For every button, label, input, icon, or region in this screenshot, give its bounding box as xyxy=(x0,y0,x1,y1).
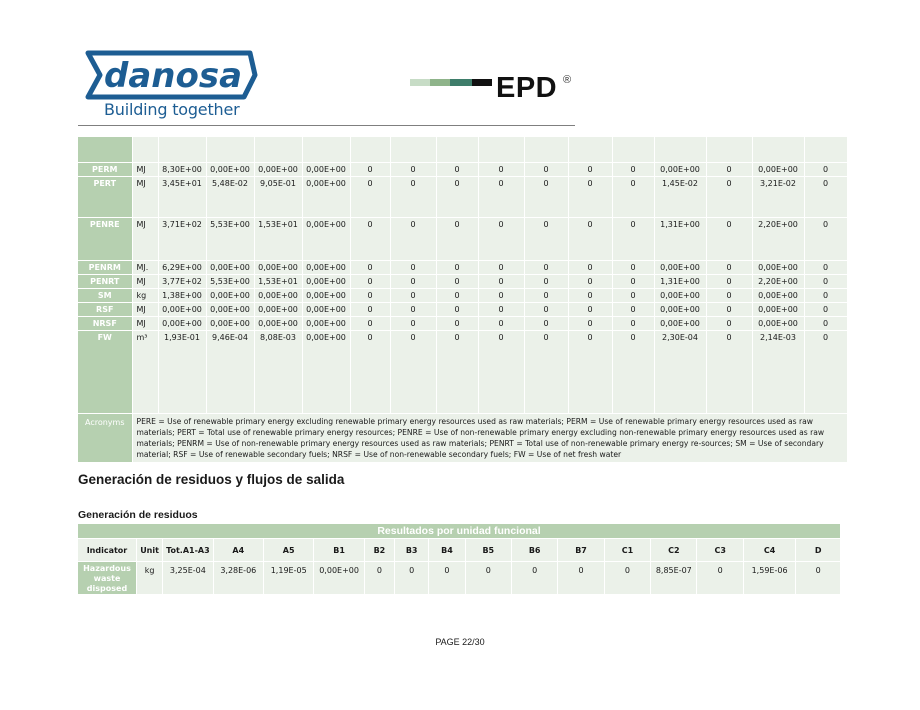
value-cell: 0,00E+00 xyxy=(752,260,804,274)
value-cell: 0 xyxy=(390,274,436,288)
value-cell: 0 xyxy=(478,162,524,176)
indicator-cell: RSF xyxy=(78,302,132,316)
column-header: C2 xyxy=(651,539,697,562)
value-cell: 0 xyxy=(524,316,568,330)
value-cell: 0,00E+00 xyxy=(254,302,302,316)
value-cell: 5,48E-02 xyxy=(206,176,254,217)
value-cell: 8,08E-03 xyxy=(254,330,302,413)
indicator-cell: Hazardous waste disposed xyxy=(78,562,136,595)
table-row xyxy=(78,274,847,288)
value-cell: 0,00E+00 xyxy=(302,302,350,316)
value-cell: 1,53E+01 xyxy=(254,217,302,260)
value-cell: 0,00E+00 xyxy=(302,217,350,260)
epd-color-bars xyxy=(410,79,492,86)
section-heading: Generación de residuos y flujos de salida xyxy=(78,472,345,487)
value-cell: 0 xyxy=(390,162,436,176)
value-cell: 0 xyxy=(436,288,478,302)
value-cell: 0,00E+00 xyxy=(752,162,804,176)
value-cell: 0 xyxy=(706,260,752,274)
value-cell: 0 xyxy=(524,330,568,413)
value-cell: 0 xyxy=(524,162,568,176)
value-cell: 0 xyxy=(568,288,612,302)
value-cell: 1,59E-06 xyxy=(743,562,795,595)
danosa-logo xyxy=(84,50,259,125)
unit-cell: MJ. xyxy=(132,260,158,274)
column-header: A4 xyxy=(213,539,263,562)
value-cell: 6,29E+00 xyxy=(158,260,206,274)
value-cell: 0,00E+00 xyxy=(206,260,254,274)
epd-mark: EPD xyxy=(496,72,558,104)
value-cell: 0,00E+00 xyxy=(654,260,706,274)
table-row xyxy=(78,176,847,217)
value-cell: 0 xyxy=(350,316,390,330)
value-cell: 0 xyxy=(804,260,847,274)
value-cell: 0 xyxy=(612,217,654,260)
table-row xyxy=(78,162,847,176)
value-cell: 3,71E+02 xyxy=(158,217,206,260)
value-cell: 0 xyxy=(568,260,612,274)
table-row-top-blank xyxy=(78,137,847,162)
value-cell: 0 xyxy=(568,330,612,413)
value-cell: 0 xyxy=(429,562,465,595)
acronyms-row xyxy=(78,413,847,462)
value-cell: 0 xyxy=(478,288,524,302)
column-header: B7 xyxy=(558,539,604,562)
table-row xyxy=(78,260,847,274)
value-cell: 0,00E+00 xyxy=(752,288,804,302)
value-cell: 3,28E-06 xyxy=(213,562,263,595)
value-cell: 0 xyxy=(436,274,478,288)
indicator-cell: PERM xyxy=(78,162,132,176)
value-cell: 0 xyxy=(390,330,436,413)
header-divider xyxy=(78,125,575,126)
logo-tagline: Building together xyxy=(104,100,240,119)
column-header: D xyxy=(796,539,841,562)
value-cell: 0,00E+00 xyxy=(302,330,350,413)
value-cell: 0 xyxy=(390,288,436,302)
unit-cell: MJ xyxy=(132,217,158,260)
indicator-cell: NRSF xyxy=(78,316,132,330)
value-cell: 0,00E+00 xyxy=(206,316,254,330)
value-cell: 0 xyxy=(612,288,654,302)
value-cell: 0,00E+00 xyxy=(654,316,706,330)
value-cell: 0,00E+00 xyxy=(254,288,302,302)
acronyms-text: PERE = Use of renewable primary energy excluding renewable primary energy resources used as raw materials; PERM = Use of renewable primary energy resources used as raw materials; PERT = Total use of renewable primary energy resources; PENRE = Use of non-renewable primary energy excluding non-renewable primary energy resources used as raw materials; PENRM = Use of non-renewable primary energy resources used as raw materials; PENRT = Total use of non-renewable primary energy re-sources; SM = Use of secondary material; RSF = Use of renewable secondary fuels; NRSF = Use of non-renewable secondary fuels; FW = Use of net fresh water xyxy=(132,413,847,462)
value-cell: 0 xyxy=(612,274,654,288)
table-header-row xyxy=(78,539,841,562)
value-cell: 0 xyxy=(706,162,752,176)
value-cell: 0,00E+00 xyxy=(206,288,254,302)
value-cell: 0 xyxy=(568,316,612,330)
value-cell: 0 xyxy=(436,162,478,176)
value-cell: 0 xyxy=(436,176,478,217)
value-cell: 0 xyxy=(390,316,436,330)
unit-cell: MJ xyxy=(132,162,158,176)
column-header: C3 xyxy=(697,539,743,562)
value-cell: 0 xyxy=(706,330,752,413)
column-header: C1 xyxy=(604,539,650,562)
value-cell: 0 xyxy=(350,302,390,316)
value-cell: 0 xyxy=(804,302,847,316)
value-cell: 0,00E+00 xyxy=(654,302,706,316)
unit-cell: MJ xyxy=(132,316,158,330)
value-cell: 0 xyxy=(804,274,847,288)
value-cell: 0 xyxy=(478,176,524,217)
value-cell: 0 xyxy=(350,330,390,413)
danosa-logo-mark xyxy=(84,50,259,100)
acronyms-label: Acronyms xyxy=(78,413,132,462)
value-cell: 0 xyxy=(350,162,390,176)
indicator-cell: SM xyxy=(78,288,132,302)
value-cell: 0,00E+00 xyxy=(302,316,350,330)
value-cell: 0 xyxy=(612,330,654,413)
value-cell: 0 xyxy=(436,316,478,330)
value-cell: 1,31E+00 xyxy=(654,217,706,260)
value-cell: 0,00E+00 xyxy=(752,302,804,316)
value-cell: 0 xyxy=(350,176,390,217)
value-cell: 0 xyxy=(524,176,568,217)
waste-table xyxy=(78,524,841,595)
value-cell: 0 xyxy=(612,176,654,217)
column-header: B2 xyxy=(364,539,394,562)
value-cell: 0,00E+00 xyxy=(206,302,254,316)
unit-cell: MJ xyxy=(132,176,158,217)
value-cell: 0,00E+00 xyxy=(654,288,706,302)
value-cell: 0 xyxy=(436,217,478,260)
value-cell: 0 xyxy=(436,330,478,413)
value-cell: 0 xyxy=(524,288,568,302)
value-cell: 0 xyxy=(804,176,847,217)
value-cell: 0,00E+00 xyxy=(314,562,364,595)
value-cell: 0 xyxy=(706,274,752,288)
value-cell: 8,85E-07 xyxy=(651,562,697,595)
value-cell: 0 xyxy=(697,562,743,595)
table-row xyxy=(78,330,847,413)
value-cell: 0 xyxy=(604,562,650,595)
value-cell: 0 xyxy=(706,176,752,217)
value-cell: 0 xyxy=(390,302,436,316)
column-header: B1 xyxy=(314,539,364,562)
value-cell: 3,21E-02 xyxy=(752,176,804,217)
value-cell: 0,00E+00 xyxy=(302,260,350,274)
value-cell: 0 xyxy=(706,288,752,302)
registered-symbol: ® xyxy=(563,74,572,86)
unit-cell: MJ xyxy=(132,302,158,316)
value-cell: 9,46E-04 xyxy=(206,330,254,413)
value-cell: 1,45E-02 xyxy=(654,176,706,217)
column-header: B6 xyxy=(511,539,557,562)
column-header: Tot.A1-A3 xyxy=(163,539,213,562)
value-cell: 0 xyxy=(478,260,524,274)
value-cell: 0 xyxy=(511,562,557,595)
value-cell: 1,93E-01 xyxy=(158,330,206,413)
column-header: B5 xyxy=(465,539,511,562)
value-cell: 0,00E+00 xyxy=(302,274,350,288)
value-cell: 1,31E+00 xyxy=(654,274,706,288)
value-cell: 0 xyxy=(804,288,847,302)
value-cell: 3,77E+02 xyxy=(158,274,206,288)
table-title-row xyxy=(78,524,841,539)
value-cell: 0 xyxy=(568,162,612,176)
value-cell: 0 xyxy=(612,302,654,316)
value-cell: 0,00E+00 xyxy=(158,302,206,316)
value-cell: 5,53E+00 xyxy=(206,274,254,288)
value-cell: 0 xyxy=(568,217,612,260)
value-cell: 0 xyxy=(804,316,847,330)
unit-cell: kg xyxy=(132,288,158,302)
value-cell: 3,45E+01 xyxy=(158,176,206,217)
value-cell: 0 xyxy=(706,316,752,330)
value-cell: 0,00E+00 xyxy=(254,260,302,274)
column-header: B4 xyxy=(429,539,465,562)
value-cell: 0 xyxy=(804,162,847,176)
column-header: Unit xyxy=(136,539,162,562)
indicator-cell: PENRT xyxy=(78,274,132,288)
value-cell: 0 xyxy=(350,288,390,302)
value-cell: 0 xyxy=(350,217,390,260)
indicator-cell: FW xyxy=(78,330,132,413)
value-cell: 0 xyxy=(478,316,524,330)
unit-cell: kg xyxy=(136,562,162,595)
value-cell: 0 xyxy=(436,260,478,274)
table-row xyxy=(78,217,847,260)
value-cell: 2,30E-04 xyxy=(654,330,706,413)
value-cell: 0,00E+00 xyxy=(254,162,302,176)
value-cell: 0 xyxy=(390,176,436,217)
value-cell: 0,00E+00 xyxy=(752,316,804,330)
value-cell: 0,00E+00 xyxy=(302,176,350,217)
value-cell: 0 xyxy=(436,302,478,316)
value-cell: 0,00E+00 xyxy=(158,316,206,330)
value-cell: 0,00E+00 xyxy=(302,288,350,302)
value-cell: 0 xyxy=(478,302,524,316)
value-cell: 0,00E+00 xyxy=(654,162,706,176)
value-cell: 0 xyxy=(568,274,612,288)
value-cell: 9,05E-01 xyxy=(254,176,302,217)
value-cell: 0 xyxy=(478,217,524,260)
value-cell: 1,38E+00 xyxy=(158,288,206,302)
value-cell: 0 xyxy=(350,274,390,288)
table-row xyxy=(78,316,847,330)
section-subheading: Generación de residuos xyxy=(78,509,198,521)
value-cell: 1,53E+01 xyxy=(254,274,302,288)
value-cell: 0 xyxy=(390,260,436,274)
table-row xyxy=(78,288,847,302)
value-cell: 0 xyxy=(568,176,612,217)
unit-cell: MJ xyxy=(132,274,158,288)
value-cell: 0,00E+00 xyxy=(302,162,350,176)
value-cell: 0 xyxy=(568,302,612,316)
indicator-cell: PENRM xyxy=(78,260,132,274)
value-cell: 0 xyxy=(524,217,568,260)
value-cell: 0,00E+00 xyxy=(254,316,302,330)
value-cell: 0 xyxy=(390,217,436,260)
value-cell: 0 xyxy=(524,274,568,288)
value-cell: 0 xyxy=(364,562,394,595)
value-cell: 0 xyxy=(706,302,752,316)
resource-use-table xyxy=(78,137,848,463)
column-header: A5 xyxy=(263,539,313,562)
column-header: C4 xyxy=(743,539,795,562)
svg-text:danosa: danosa xyxy=(104,56,243,96)
value-cell: 0 xyxy=(558,562,604,595)
value-cell: 0 xyxy=(350,260,390,274)
page-number: PAGE 22/30 xyxy=(435,637,485,647)
value-cell: 1,19E-05 xyxy=(263,562,313,595)
value-cell: 0 xyxy=(478,330,524,413)
value-cell: 2,20E+00 xyxy=(752,217,804,260)
value-cell: 3,25E-04 xyxy=(163,562,213,595)
value-cell: 5,53E+00 xyxy=(206,217,254,260)
table-row xyxy=(78,562,841,595)
value-cell: 0 xyxy=(478,274,524,288)
value-cell: 0 xyxy=(612,162,654,176)
value-cell: 0 xyxy=(395,562,429,595)
value-cell: 0 xyxy=(524,260,568,274)
value-cell: 2,14E-03 xyxy=(752,330,804,413)
column-header: B3 xyxy=(395,539,429,562)
unit-cell: m³ xyxy=(132,330,158,413)
value-cell: 0 xyxy=(612,316,654,330)
value-cell: 0 xyxy=(524,302,568,316)
value-cell: 0 xyxy=(804,217,847,260)
value-cell: 0 xyxy=(796,562,841,595)
indicator-cell: PERT xyxy=(78,176,132,217)
value-cell: 0 xyxy=(706,217,752,260)
value-cell: 0 xyxy=(612,260,654,274)
value-cell: 0,00E+00 xyxy=(206,162,254,176)
column-header: Indicator xyxy=(78,539,136,562)
value-cell: 0 xyxy=(465,562,511,595)
value-cell: 2,20E+00 xyxy=(752,274,804,288)
value-cell: 0 xyxy=(804,330,847,413)
table-title: Resultados por unidad funcional xyxy=(78,524,841,539)
indicator-cell: PENRE xyxy=(78,217,132,260)
table-row xyxy=(78,302,847,316)
value-cell: 8,30E+00 xyxy=(158,162,206,176)
